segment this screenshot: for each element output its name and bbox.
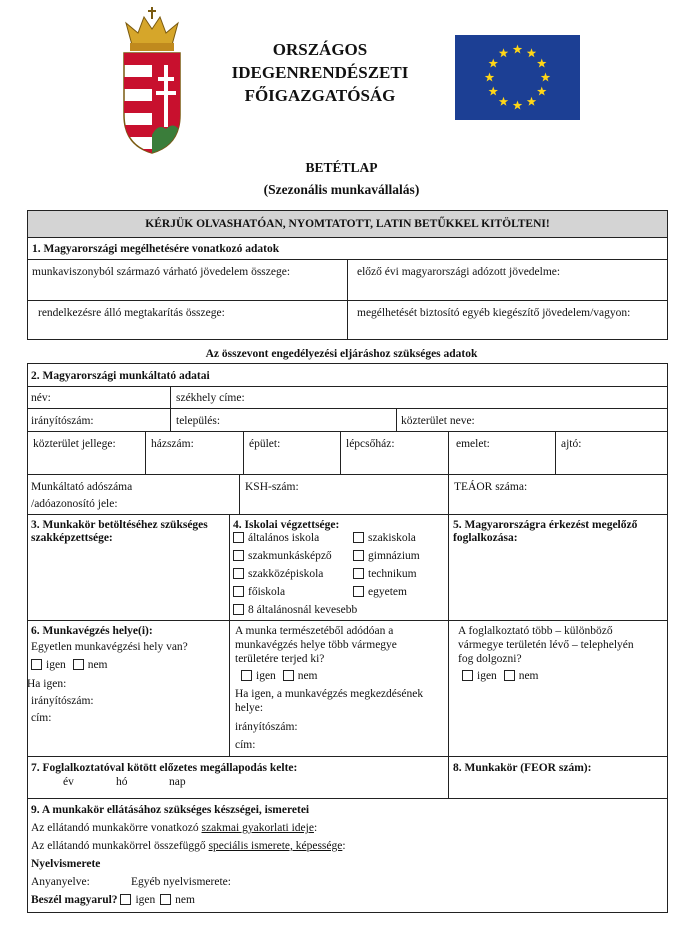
section-7-title: 7. Foglalkoztatóval kötött előzetes megállapodás kelte: [31,762,298,774]
multi-site-options[interactable]: igen nem [462,669,539,683]
start-place-postal-code-field[interactable]: irányítószám: [235,721,298,733]
edu-option-szakiskola[interactable]: szakiskola [353,531,416,545]
if-yes-label: Ha igen: [27,678,67,690]
practical-experience-field[interactable]: Az ellátandó munkakörre vonatkozó szakmai gyakorlati ideje: [31,822,318,834]
coat-of-arms-logo [118,5,186,155]
special-skills-field[interactable]: Az ellátandó munkakörrel összefüggő speciális ismerete, képessége: [31,840,346,852]
form-subtitle: (Szezonális munkavállalás) [263,182,420,197]
tax-number-field[interactable]: /adóazonosító jele: [31,498,118,510]
checkbox[interactable] [233,550,244,561]
checkbox[interactable] [353,532,364,543]
edu-option-szakkozepiskola[interactable]: szakközépiskola [233,567,323,581]
section-3-title-1: 3. Munkakör betöltéséhez szükséges [31,519,208,531]
other-income-field[interactable]: megélhetését biztosító egyéb kiegészítő jövedelem/vagyon: [357,307,631,319]
language-knowledge-label: Nyelvismerete [31,858,101,870]
edu-option-foiskola[interactable]: főiskola [233,585,285,599]
checkbox-nem[interactable] [160,894,171,905]
start-place-address-field[interactable]: cím: [235,739,256,751]
floor-field[interactable]: emelet: [456,438,490,450]
building-field[interactable]: épület: [249,438,281,450]
previous-year-income-field[interactable]: előző évi magyarországi adózott jövedelme: [357,266,561,278]
postal-code-field[interactable]: irányítószám: [31,415,94,427]
form-title: BETÉTLAP [305,160,378,175]
savings-field[interactable]: rendelkezésre álló megtakarítás összege: [38,307,225,319]
eu-flag-logo [455,35,580,120]
checkbox[interactable] [233,586,244,597]
multi-site-question-3: fog dolgozni? [458,653,522,665]
section-1-title: 1. Magyarországi megélhetésére vonatkozó adatok [32,243,280,255]
staircase-field[interactable]: lépcsőház: [346,438,395,450]
city-field[interactable]: település: [176,415,221,427]
workplace-postal-code-field[interactable]: irányítószám: [31,695,94,707]
checkbox-igen[interactable] [120,894,131,905]
edu-option-gimnazium[interactable]: gimnázium [353,549,420,563]
multi-county-options[interactable]: igen nem [241,669,318,683]
employer-name-field[interactable]: név: [31,392,51,404]
multi-county-question-2: munkavégzés helye több vármegye [235,639,397,651]
street-type-field[interactable]: közterület jellege: [33,438,116,450]
merged-procedure-heading: Az összevont engedélyezési eljáráshoz szükséges adatok [205,348,478,360]
checkbox-nem[interactable] [504,670,515,681]
multi-site-question-1: A foglalkoztató több – különböző [458,625,613,637]
native-language-field[interactable]: Anyanyelve: [31,876,90,888]
section-8-title: 8. Munkakör (FEOR szám): [453,762,592,774]
checkbox[interactable] [353,550,364,561]
section-9-title: 9. A munkakör ellátásához szükséges készségei, ismeretei [31,804,310,816]
org-name-line-1: ORSZÁGOS [272,40,368,59]
checkbox[interactable] [353,568,364,579]
employer-seat-field[interactable]: székhely címe: [176,392,245,404]
section-5-title-2: foglalkozása: [453,532,518,544]
multi-county-question-3: területére terjed ki? [235,653,325,665]
agreement-month-field[interactable]: hó [116,776,128,788]
section-2-title: 2. Magyarországi munkáltató adatai [31,370,210,382]
agreement-year-field[interactable]: év [63,776,74,788]
ksh-number-field[interactable]: KSH-szám: [245,481,299,493]
edu-option-altalanos[interactable]: általános iskola [233,531,319,545]
teaor-number-field[interactable]: TEÁOR száma: [454,481,528,493]
org-name-line-2: IDEGENRENDÉSZETI [231,63,409,82]
start-place-label-2: helye: [235,702,264,714]
checkbox-igen[interactable] [462,670,473,681]
checkbox-igen[interactable] [31,659,42,670]
checkbox[interactable] [233,604,244,615]
speaks-hungarian-question[interactable]: Beszél magyarul? igen nem [31,894,195,906]
edu-option-8-altalanos[interactable]: 8 általánosnál kevesebb [233,603,357,617]
edu-option-egyetem[interactable]: egyetem [353,585,407,599]
street-name-field[interactable]: közterület neve: [401,415,475,427]
other-languages-field[interactable]: Egyéb nyelvismerete: [131,876,231,888]
instruction-text: KÉRJÜK OLVASHATÓAN, NYOMTATOTT, LATIN BETŰKKEL KITÖLTENI! [145,218,550,230]
checkbox-nem[interactable] [283,670,294,681]
door-field[interactable]: ajtó: [561,438,582,450]
section-4-title: 4. Iskolai végzettsége: [233,519,340,531]
checkbox-nem[interactable] [73,659,84,670]
multi-county-question-1: A munka természetéből adódóan a [235,625,394,637]
tax-number-label-1: Munkáltató adószáma [31,481,133,493]
checkbox-igen[interactable] [241,670,252,681]
checkbox[interactable] [233,568,244,579]
single-workplace-options[interactable]: igen nem [31,658,108,672]
agreement-day-field[interactable]: nap [169,776,186,788]
checkbox[interactable] [353,586,364,597]
section-3-title-2: szakképzettsége: [31,532,113,544]
multi-site-question-2: vármegye területén lévő – telephelyén [458,639,634,651]
section-6-title: 6. Munkavégzés helye(i): [31,625,153,637]
checkbox[interactable] [233,532,244,543]
edu-option-technikum[interactable]: technikum [353,567,417,581]
start-place-label-1: Ha igen, a munkavégzés megkezdésének [235,688,424,700]
workplace-address-field[interactable]: cím: [31,712,52,724]
section-5-title-1: 5. Magyarországra érkezést megelőző [453,519,638,531]
house-number-field[interactable]: házszám: [151,438,194,450]
org-name-line-3: FŐIGAZGATÓSÁG [244,86,396,105]
expected-income-field[interactable]: munkaviszonyból származó várható jövedelem összege: [32,266,291,278]
edu-option-szakmunkaskepzo[interactable]: szakmunkásképző [233,549,332,563]
single-workplace-question: Egyetlen munkavégzési hely van? [31,641,188,653]
